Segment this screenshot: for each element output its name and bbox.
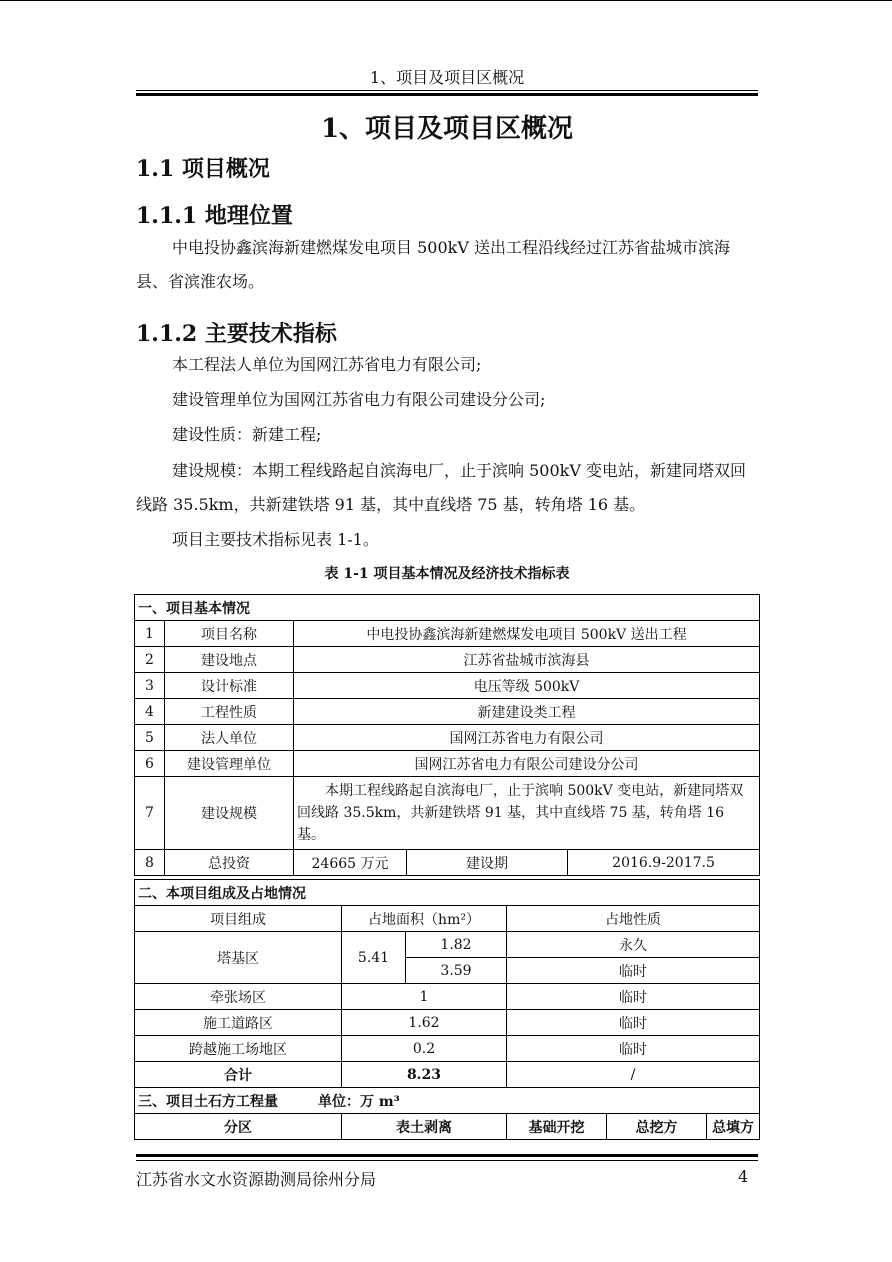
tower-nature-permanent: 永久 bbox=[507, 932, 760, 958]
page-number: 4 bbox=[738, 1167, 749, 1186]
row-label: 工程性质 bbox=[165, 699, 294, 725]
top-border bbox=[0, 0, 892, 1]
land-area: 1.62 bbox=[342, 1010, 507, 1036]
subsection-heading-tech: 1.1.2 主要技术指标 bbox=[136, 321, 337, 347]
header-total-fill: 总填方 bbox=[707, 1114, 760, 1140]
row-number: 4 bbox=[135, 699, 165, 725]
location-paragraph: 中电投协鑫滨海新建燃煤发电项目 500kV 送出工程沿线经过江苏省盐城市滨海县、省滨淮农场。 bbox=[136, 238, 730, 291]
header-rule-thick bbox=[136, 93, 758, 96]
paragraph-nature: 建设性质：新建工程; bbox=[172, 425, 322, 444]
header-rule-thin bbox=[136, 90, 758, 91]
total-area: 8.23 bbox=[342, 1062, 507, 1088]
subsection-heading-location: 1.1.1 地理位置 bbox=[136, 203, 293, 229]
header-zone: 分区 bbox=[135, 1114, 342, 1140]
row-value: 新建建设类工程 bbox=[294, 699, 760, 725]
row-number: 3 bbox=[135, 673, 165, 699]
row-value: 电压等级 500kV bbox=[294, 673, 760, 699]
paragraph-management: 建设管理单位为国网江苏省电力有限公司建设分公司; bbox=[172, 390, 546, 409]
header-total-cut: 总挖方 bbox=[607, 1114, 707, 1140]
paragraph-scale: 建设规模：本期工程线路起自滨海电厂，止于滨响 500kV 变电站，新建同塔双回线路 35.5km，共新建铁塔 91 基，其中直线塔 75 基，转角塔 16 基。 bbox=[136, 461, 746, 514]
row-number: 6 bbox=[135, 751, 165, 777]
land-header-row bbox=[135, 906, 760, 932]
basic-info-table bbox=[134, 594, 760, 876]
tower-area-total: 5.41 bbox=[342, 932, 406, 984]
land-label: 牵张场区 bbox=[135, 984, 342, 1010]
land-label: 跨越施工场地区 bbox=[135, 1036, 342, 1062]
row-label: 项目名称 bbox=[165, 621, 294, 647]
section-heading: 1.1 项目概况 bbox=[136, 156, 270, 182]
land-nature: 临时 bbox=[507, 984, 760, 1010]
row-value: 国网江苏省电力有限公司 bbox=[294, 725, 760, 751]
table-row bbox=[135, 777, 760, 850]
row-number: 8 bbox=[135, 850, 165, 876]
chapter-title: 1、项目及项目区概况 bbox=[320, 114, 574, 144]
total-row bbox=[135, 1062, 760, 1088]
table-caption: 表 1-1 项目基本情况及经济技术指标表 bbox=[324, 566, 570, 582]
row-label: 建设规模 bbox=[165, 777, 294, 850]
table-row bbox=[135, 984, 760, 1010]
tower-area-temporary: 3.59 bbox=[406, 958, 507, 984]
header-excavation: 基础开挖 bbox=[507, 1114, 607, 1140]
table-row bbox=[135, 699, 760, 725]
footer-rule-thin bbox=[136, 1160, 758, 1161]
header-nature: 占地性质 bbox=[507, 906, 760, 932]
row-value: 江苏省盐城市滨海县 bbox=[294, 647, 760, 673]
land-area: 0.2 bbox=[342, 1036, 507, 1062]
total-label: 合计 bbox=[135, 1062, 342, 1088]
row-number: 1 bbox=[135, 621, 165, 647]
total-nature: / bbox=[507, 1062, 760, 1088]
table-row bbox=[135, 751, 760, 777]
table-row bbox=[135, 647, 760, 673]
tower-area-permanent: 1.82 bbox=[406, 932, 507, 958]
footer-organization: 江苏省水文水资源勘测局徐州分局 bbox=[136, 1170, 377, 1189]
table-row bbox=[135, 1010, 760, 1036]
header-area: 占地面积（hm²） bbox=[342, 906, 507, 932]
table-row bbox=[135, 850, 760, 876]
land-area: 1 bbox=[342, 984, 507, 1010]
table-row bbox=[135, 621, 760, 647]
table-row bbox=[135, 932, 760, 958]
table-row bbox=[135, 725, 760, 751]
period-value: 2016.9-2017.5 bbox=[568, 850, 760, 876]
row-number: 7 bbox=[135, 777, 165, 850]
period-label: 建设期 bbox=[407, 850, 568, 876]
row-value: 国网江苏省电力有限公司建设分公司 bbox=[294, 751, 760, 777]
section-land: 二、本项目组成及占地情况 bbox=[135, 880, 760, 906]
table-row bbox=[135, 1036, 760, 1062]
paragraph-legal-entity: 本工程法人单位为国网江苏省电力有限公司; bbox=[172, 355, 482, 374]
footer-rule-thick bbox=[136, 1154, 758, 1157]
row-label: 建设管理单位 bbox=[165, 751, 294, 777]
row-value: 中电投协鑫滨海新建燃煤发电项目 500kV 送出工程 bbox=[294, 621, 760, 647]
land-earth-table bbox=[134, 879, 760, 1140]
header-composition: 项目组成 bbox=[135, 906, 342, 932]
table-row bbox=[135, 673, 760, 699]
tower-nature-temporary: 临时 bbox=[507, 958, 760, 984]
row-label: 设计标准 bbox=[165, 673, 294, 699]
row-number: 5 bbox=[135, 725, 165, 751]
section-basic-info: 一、项目基本情况 bbox=[135, 595, 760, 621]
tower-area-label: 塔基区 bbox=[135, 932, 342, 984]
row-number: 2 bbox=[135, 647, 165, 673]
running-header: 1、项目及项目区概况 bbox=[369, 68, 525, 87]
row-label: 总投资 bbox=[165, 850, 294, 876]
earthwork-unit: 单位：万 m³ bbox=[318, 1093, 400, 1110]
land-label: 施工道路区 bbox=[135, 1010, 342, 1036]
earthwork-title: 三、项目土石方工程量 bbox=[138, 1093, 278, 1110]
investment-amount: 24665 万元 bbox=[294, 850, 407, 876]
header-topsoil: 表土剥离 bbox=[342, 1114, 507, 1140]
row-label: 法人单位 bbox=[165, 725, 294, 751]
row-label: 建设地点 bbox=[165, 647, 294, 673]
row-value: 本期工程线路起自滨海电厂，止于滨响 500kV 变电站，新建同塔双回线路 35.5km，共新建铁塔 91 基，其中直线塔 75 基，转角塔 16 基。 bbox=[294, 777, 760, 850]
earth-header-row bbox=[135, 1114, 760, 1140]
section-earthwork bbox=[135, 1088, 760, 1114]
land-nature: 临时 bbox=[507, 1010, 760, 1036]
paragraph-table-ref: 项目主要技术指标见表 1-1。 bbox=[172, 530, 379, 549]
land-nature: 临时 bbox=[507, 1036, 760, 1062]
